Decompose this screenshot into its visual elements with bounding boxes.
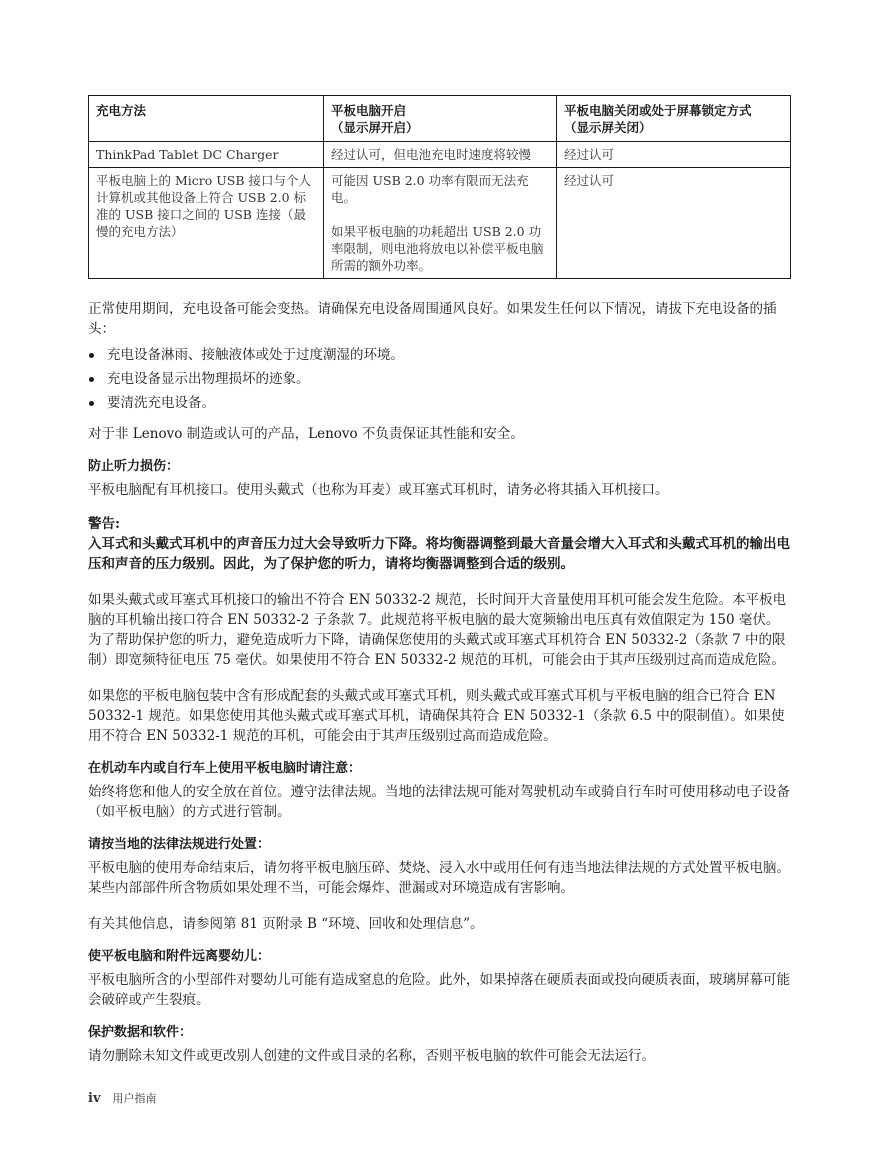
infants-text: 平板电脑所含的小型部件对婴幼儿可能有造成窒息的危险。此外，如果掉落在硬质表面或投向硬质表面，玻璃屏幕可能会破碎或产生裂痕。	[88, 972, 790, 1008]
document-title: 用户指南	[112, 1092, 157, 1105]
warning-title: 警告:	[88, 516, 120, 532]
disposal-heading: 请按当地的法律法规进行处置：	[88, 837, 271, 852]
table-cell-on	[324, 168, 557, 279]
list-item: 充电设备淋雨、接触液体或处于过度潮湿的环境。	[88, 345, 790, 365]
table-cell-paragraph: 可能因 USB 2.0 功率有限而无法充电。	[331, 173, 529, 205]
infants-heading: 使平板电脑和附件远离婴幼儿：	[88, 949, 271, 964]
page-footer	[88, 1090, 157, 1106]
disposal-more-info: 有关其他信息，请参阅第 81 页附录 B “环境、回收和处理信息”。	[88, 916, 484, 932]
header-tablet-off: 平板电脑关闭或处于屏幕锁定方式 （显示屏关闭）	[557, 96, 791, 142]
table-cell-method: ThinkPad Tablet DC Charger	[89, 142, 324, 168]
table-cell-off: 经过认可	[557, 168, 791, 279]
data-protection-text: 请勿删除未知文件或更改别人创建的文件或目录的名称，否则平板电脑的软件可能会无法运行。	[88, 1048, 655, 1064]
table-cell-on: 经过认可，但电池充电时速度将较慢	[324, 142, 557, 168]
warning-text: 入耳式和头戴式耳机中的声音压力过大会导致听力下降。将均衡器调整到最大音量会增大入耳式和头戴式耳机的输出电压和声音的压力级别。因此，为了保护您的听力，请将均衡器调整到合适的级别。	[88, 536, 790, 572]
bullet-icon	[89, 353, 94, 358]
data-protection-heading: 保护数据和软件：	[88, 1025, 193, 1040]
table-cell-off: 经过认可	[557, 142, 791, 168]
table-cell-method: 平板电脑上的 Micro USB 接口与个人计算机或其他设备上符合 USB 2.0 标准的 USB 接口之间的 USB 连接（最慢的充电方法）	[89, 168, 324, 279]
header-method: 充电方法	[89, 96, 324, 142]
list-item: 充电设备显示出物理损坏的迹象。	[88, 369, 790, 389]
page-number: iv	[88, 1091, 101, 1106]
disposal-text: 平板电脑的使用寿命结束后，请勿将平板电脑压碎、焚烧、浸入水中或用任何有违当地法律法规的方式处置平板电脑。某些内部部件所含物质如果处理不当，可能会爆炸、泄漏或对环境造成有害影响。	[88, 860, 790, 896]
table-header-row	[89, 96, 791, 142]
hearing-para-en50332-2: 如果头戴式或耳塞式耳机接口的输出不符合 EN 50332-2 规范，长时间开大音量使用耳机可能会发生危险。本平板电脑的耳机输出接口符合 EN 50332-2 子条款 7。此规范将平板电脑的最大宽频输出电压真有效值限定为 150 毫伏。为了帮助保护您的听力，避免造成听力下降，请确保您使用的头戴式或耳塞式耳机符合 EN 50332-2（条款 7 中的限制）即宽频特征电压 75 毫伏。如果使用不符合 EN 50332-2 规范的耳机，可能会由于其声压级别过高而造成危险。	[88, 592, 787, 668]
unplug-conditions-list	[88, 345, 790, 413]
hearing-heading: 防止听力损伤：	[88, 459, 180, 474]
list-item: 要清洗充电设备。	[88, 393, 790, 413]
table-cell-paragraph: 如果平板电脑的功耗超出 USB 2.0 功率限制，则电池将放电以补偿平板电脑所需的额外功率。	[331, 224, 544, 273]
lenovo-note: 对于非 Lenovo 制造或认可的产品，Lenovo 不负责保证其性能和安全。	[88, 426, 524, 442]
vehicle-heading: 在机动车内或自行车上使用平板电脑时请注意：	[88, 761, 362, 776]
hearing-text: 平板电脑配有耳机接口。使用头戴式（也称为耳麦）或耳塞式耳机时，请务必将其插入耳机接口。	[88, 482, 669, 498]
bullet-icon	[89, 401, 94, 406]
hearing-para-en50332-1: 如果您的平板电脑包装中含有形成配套的头戴式或耳塞式耳机，则头戴式或耳塞式耳机与平板电脑的组合已符合 EN 50332-1 规范。如果您使用其他头戴式或耳塞式耳机，请确保其符合 EN 50332-1（条款 6.5 中的限制值）。如果使用不符合 EN 50332-1 规范的耳机，可能会由于其声压级别过高而造成危险。	[88, 688, 785, 744]
page-content	[88, 95, 790, 1066]
vehicle-text: 始终将您和他人的安全放在首位。遵守法律法规。当地的法律法规可能对驾驶机动车或骑自行车时可使用移动电子设备（如平板电脑）的方式进行管制。	[88, 784, 790, 820]
table-row	[89, 168, 791, 279]
bullet-icon	[89, 377, 94, 382]
charging-intro-paragraph: 正常使用期间，充电设备可能会变热。请确保充电设备周围通风良好。如果发生任何以下情况，请拔下充电设备的插头：	[88, 301, 777, 337]
charging-methods-table	[88, 95, 791, 279]
table-row	[89, 142, 791, 168]
header-tablet-on: 平板电脑开启 （显示屏开启）	[324, 96, 557, 142]
